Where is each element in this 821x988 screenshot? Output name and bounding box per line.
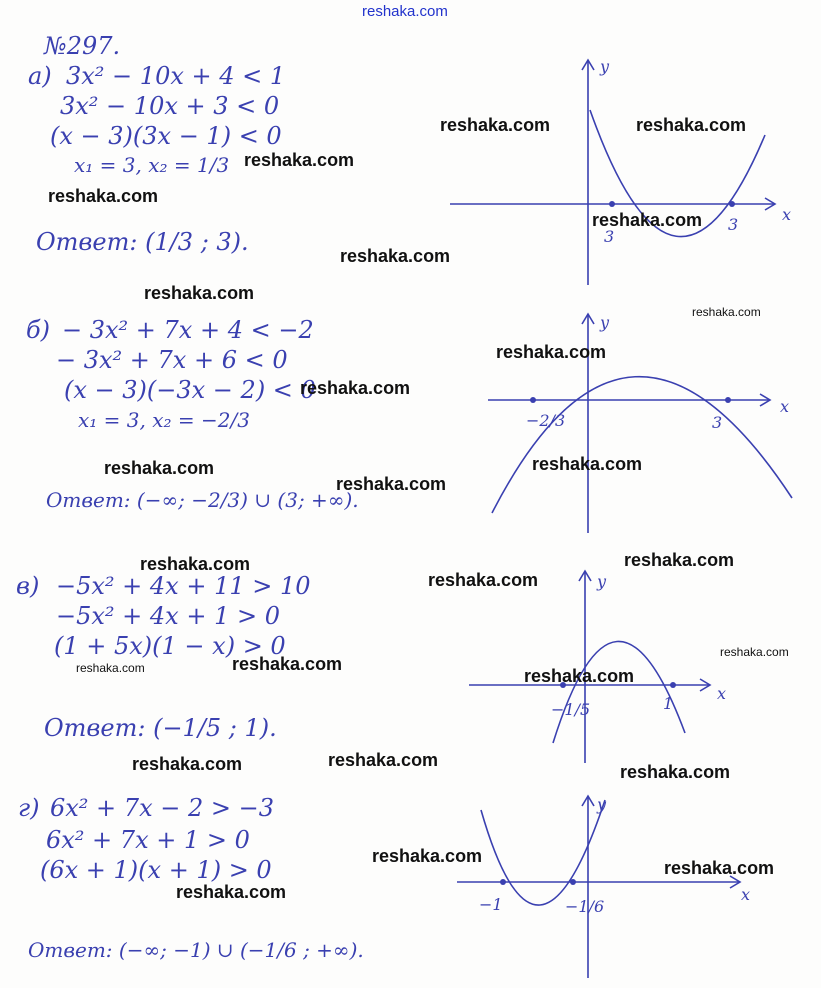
graph-g-root-1 [500,879,506,885]
watermark: reshaka.com [336,474,447,494]
part-v-line-1: −5x² + 4x + 11 > 10 [56,572,311,600]
graph-v-root-2 [670,682,676,688]
graph-v [465,565,755,765]
graph-v-x-label: x [717,684,727,703]
part-a-label: а) [28,62,52,90]
graph-g-parabola [481,800,605,905]
graph-b-root-1-label: −2/3 [526,411,566,430]
watermark: reshaka.com [532,454,643,474]
watermark: reshaka.com [496,342,607,362]
watermark: reshaka.com [440,115,551,135]
part-b-answer: Ответ: (−∞; −2/3) ∪ (3; +∞). [46,488,359,512]
part-g-line-3: (6x + 1)(x + 1) > 0 [40,856,272,884]
part-b-label: б) [26,316,51,344]
graph-b-root-1 [530,397,536,403]
part-v-line-2: −5x² + 4x + 1 > 0 [56,602,280,630]
watermark: reshaka.com [144,283,255,303]
part-g-line-1: 6x² + 7x − 2 > −3 [50,794,274,822]
graph-g-root-2 [570,879,576,885]
graph-v-root-2-label: 1 [663,694,674,713]
watermark: reshaka.com [664,858,775,878]
graph-v-parabola [553,641,685,743]
graph-b-x-label: x [780,397,790,416]
graph-a-root-2-label: 3 [728,215,739,234]
graph-g-root-2-label: −1/6 [565,897,605,916]
graph-v-y-label: y [597,572,607,591]
part-v-answer: Ответ: (−1/5 ; 1). [44,714,277,742]
watermark: reshaka.com [176,882,287,902]
graph-v-root-1-label: −1/5 [551,700,591,719]
graph-b-root-2 [725,397,731,403]
graph-g-x-label: x [741,885,751,904]
part-v-label: в) [16,572,40,600]
graph-g-y-label: y [597,795,607,814]
part-a-line-1: 3x² − 10x + 4 < 1 [66,62,286,90]
graph-g-root-1-label: −1 [479,895,503,914]
watermark: reshaka.com [636,115,747,135]
part-b-line-3: (x − 3)(−3x − 2) < 0 [64,376,316,404]
watermark: reshaka.com [524,666,635,686]
watermark: reshaka.com [244,150,355,170]
watermark: reshaka.com [592,210,703,230]
watermark: reshaka.com [328,750,439,770]
part-b-line-2: − 3x² + 7x + 6 < 0 [56,346,288,374]
graph-a-x-label: x [782,205,792,224]
site-watermark: reshaka.com [362,3,448,20]
part-g-answer: Ответ: (−∞; −1) ∪ (−1/6 ; +∞). [28,938,364,962]
watermark: reshaka.com [720,645,789,659]
graph-b-y-label: y [600,313,610,332]
part-v-line-3: (1 + 5x)(1 − x) > 0 [54,632,286,660]
watermark: reshaka.com [132,754,243,774]
watermark: reshaka.com [624,550,735,570]
watermark: reshaka.com [104,458,215,478]
problem-number: №297. [44,32,121,60]
part-a-line-2: 3x² − 10x + 3 < 0 [60,92,280,120]
watermark: reshaka.com [300,378,411,398]
watermark: reshaka.com [76,661,145,675]
watermark: reshaka.com [372,846,483,866]
graph-a-root-1 [609,201,615,207]
graph-b-root-2-label: 3 [712,413,723,432]
watermark: reshaka.com [428,570,539,590]
part-a-line-3: (x − 3)(3x − 1) < 0 [50,122,282,150]
part-g-label: г) [18,794,40,822]
watermark: reshaka.com [140,554,251,574]
graph-a-root-1-label: 3 [604,227,615,246]
graph-g [455,790,775,980]
part-g-line-2: 6x² + 7x + 1 > 0 [46,826,250,854]
part-a-answer: Ответ: (1/3 ; 3). [36,228,249,256]
watermark: reshaka.com [48,186,159,206]
watermark: reshaka.com [340,246,451,266]
graph-a [440,50,800,290]
part-a-line-4: x₁ = 3, x₂ = 1/3 [74,153,230,177]
watermark: reshaka.com [620,762,731,782]
graph-b-parabola [492,377,792,513]
part-b-line-4: x₁ = 3, x₂ = −2/3 [78,408,250,432]
watermark: reshaka.com [692,305,761,319]
watermark: reshaka.com [232,654,343,674]
part-b-line-1: − 3x² + 7x + 4 < −2 [62,316,314,344]
graph-a-y-label: y [600,57,610,76]
graph-a-root-2 [729,201,735,207]
